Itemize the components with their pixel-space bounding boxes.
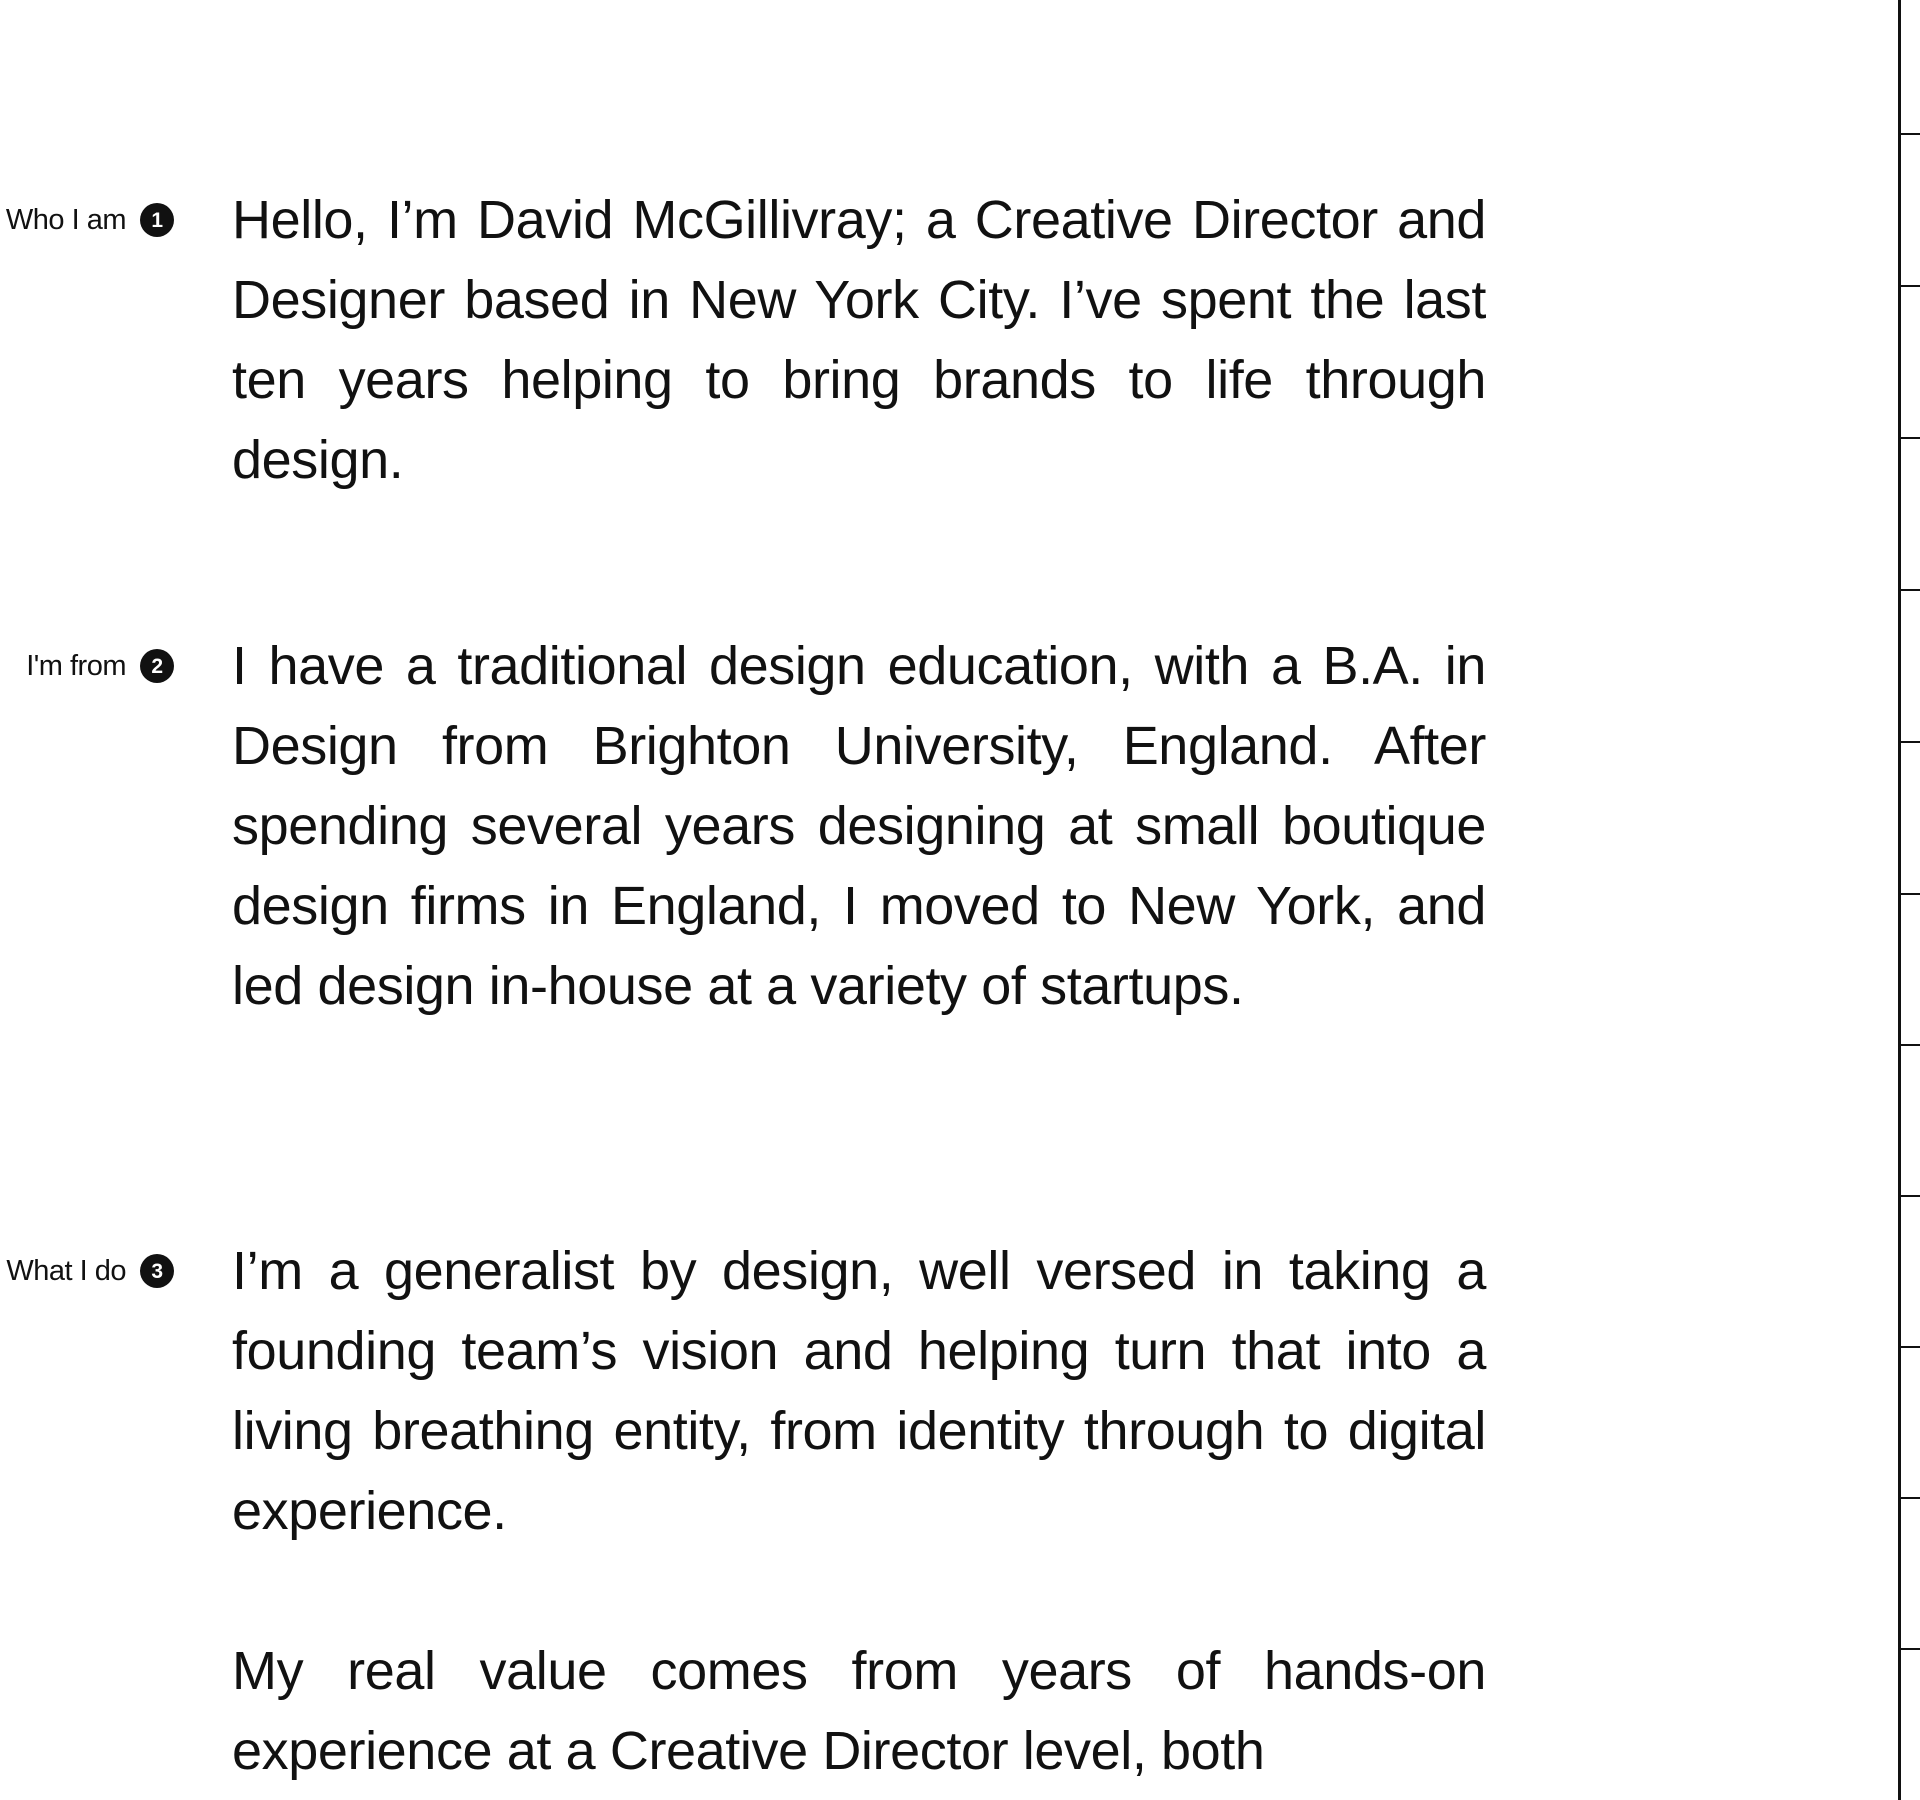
section-label-text: Who I am [5, 203, 126, 236]
rail-tick [1901, 1044, 1920, 1046]
paragraph: My real value comes from years of hands-on experience at a Creative Director level, both [232, 1641, 1486, 1781]
rail-tick [1901, 285, 1920, 287]
rail-tick [1901, 133, 1920, 135]
section-label-what-i-do [0, 1231, 174, 1311]
section-body [232, 180, 1486, 500]
section-body [232, 626, 1486, 1026]
rail-tick [1901, 1195, 1920, 1197]
section-label-text: I'm from [26, 649, 126, 682]
rail-tick [1901, 437, 1920, 439]
rail-tick [1901, 741, 1920, 743]
number-badge: 3 [140, 1254, 174, 1288]
paragraph: I’m a generalist by design, well versed in taking a founding team’s vision and helping turn that into a living breathing entity, from identity through to digital experience. [232, 1241, 1486, 1541]
rail-tick [1901, 1648, 1920, 1650]
paragraph: I have a traditional design education, with a B.A. in Design from Brighton University, England. After spending several years designing at small boutique design firms in England, I moved to New York, and led design in-house at a variety of startups. [232, 636, 1486, 1016]
rail-tick [1901, 1346, 1920, 1348]
paragraph: Hello, I’m David McGillivray; a Creative Director and Designer based in New York City. I’ve spent the last ten years helping to bring brands to life through design. [232, 190, 1486, 490]
section-body [232, 1231, 1486, 1791]
section-label-text: What I do [6, 1254, 126, 1287]
section-label-im-from [0, 626, 174, 706]
rail-tick [1901, 589, 1920, 591]
rail-tick [1901, 1497, 1920, 1499]
section-label-who-i-am [0, 180, 174, 260]
number-badge: 1 [140, 203, 174, 237]
scroll-rail[interactable] [1898, 0, 1920, 1800]
rail-tick [1901, 893, 1920, 895]
number-badge: 2 [140, 649, 174, 683]
